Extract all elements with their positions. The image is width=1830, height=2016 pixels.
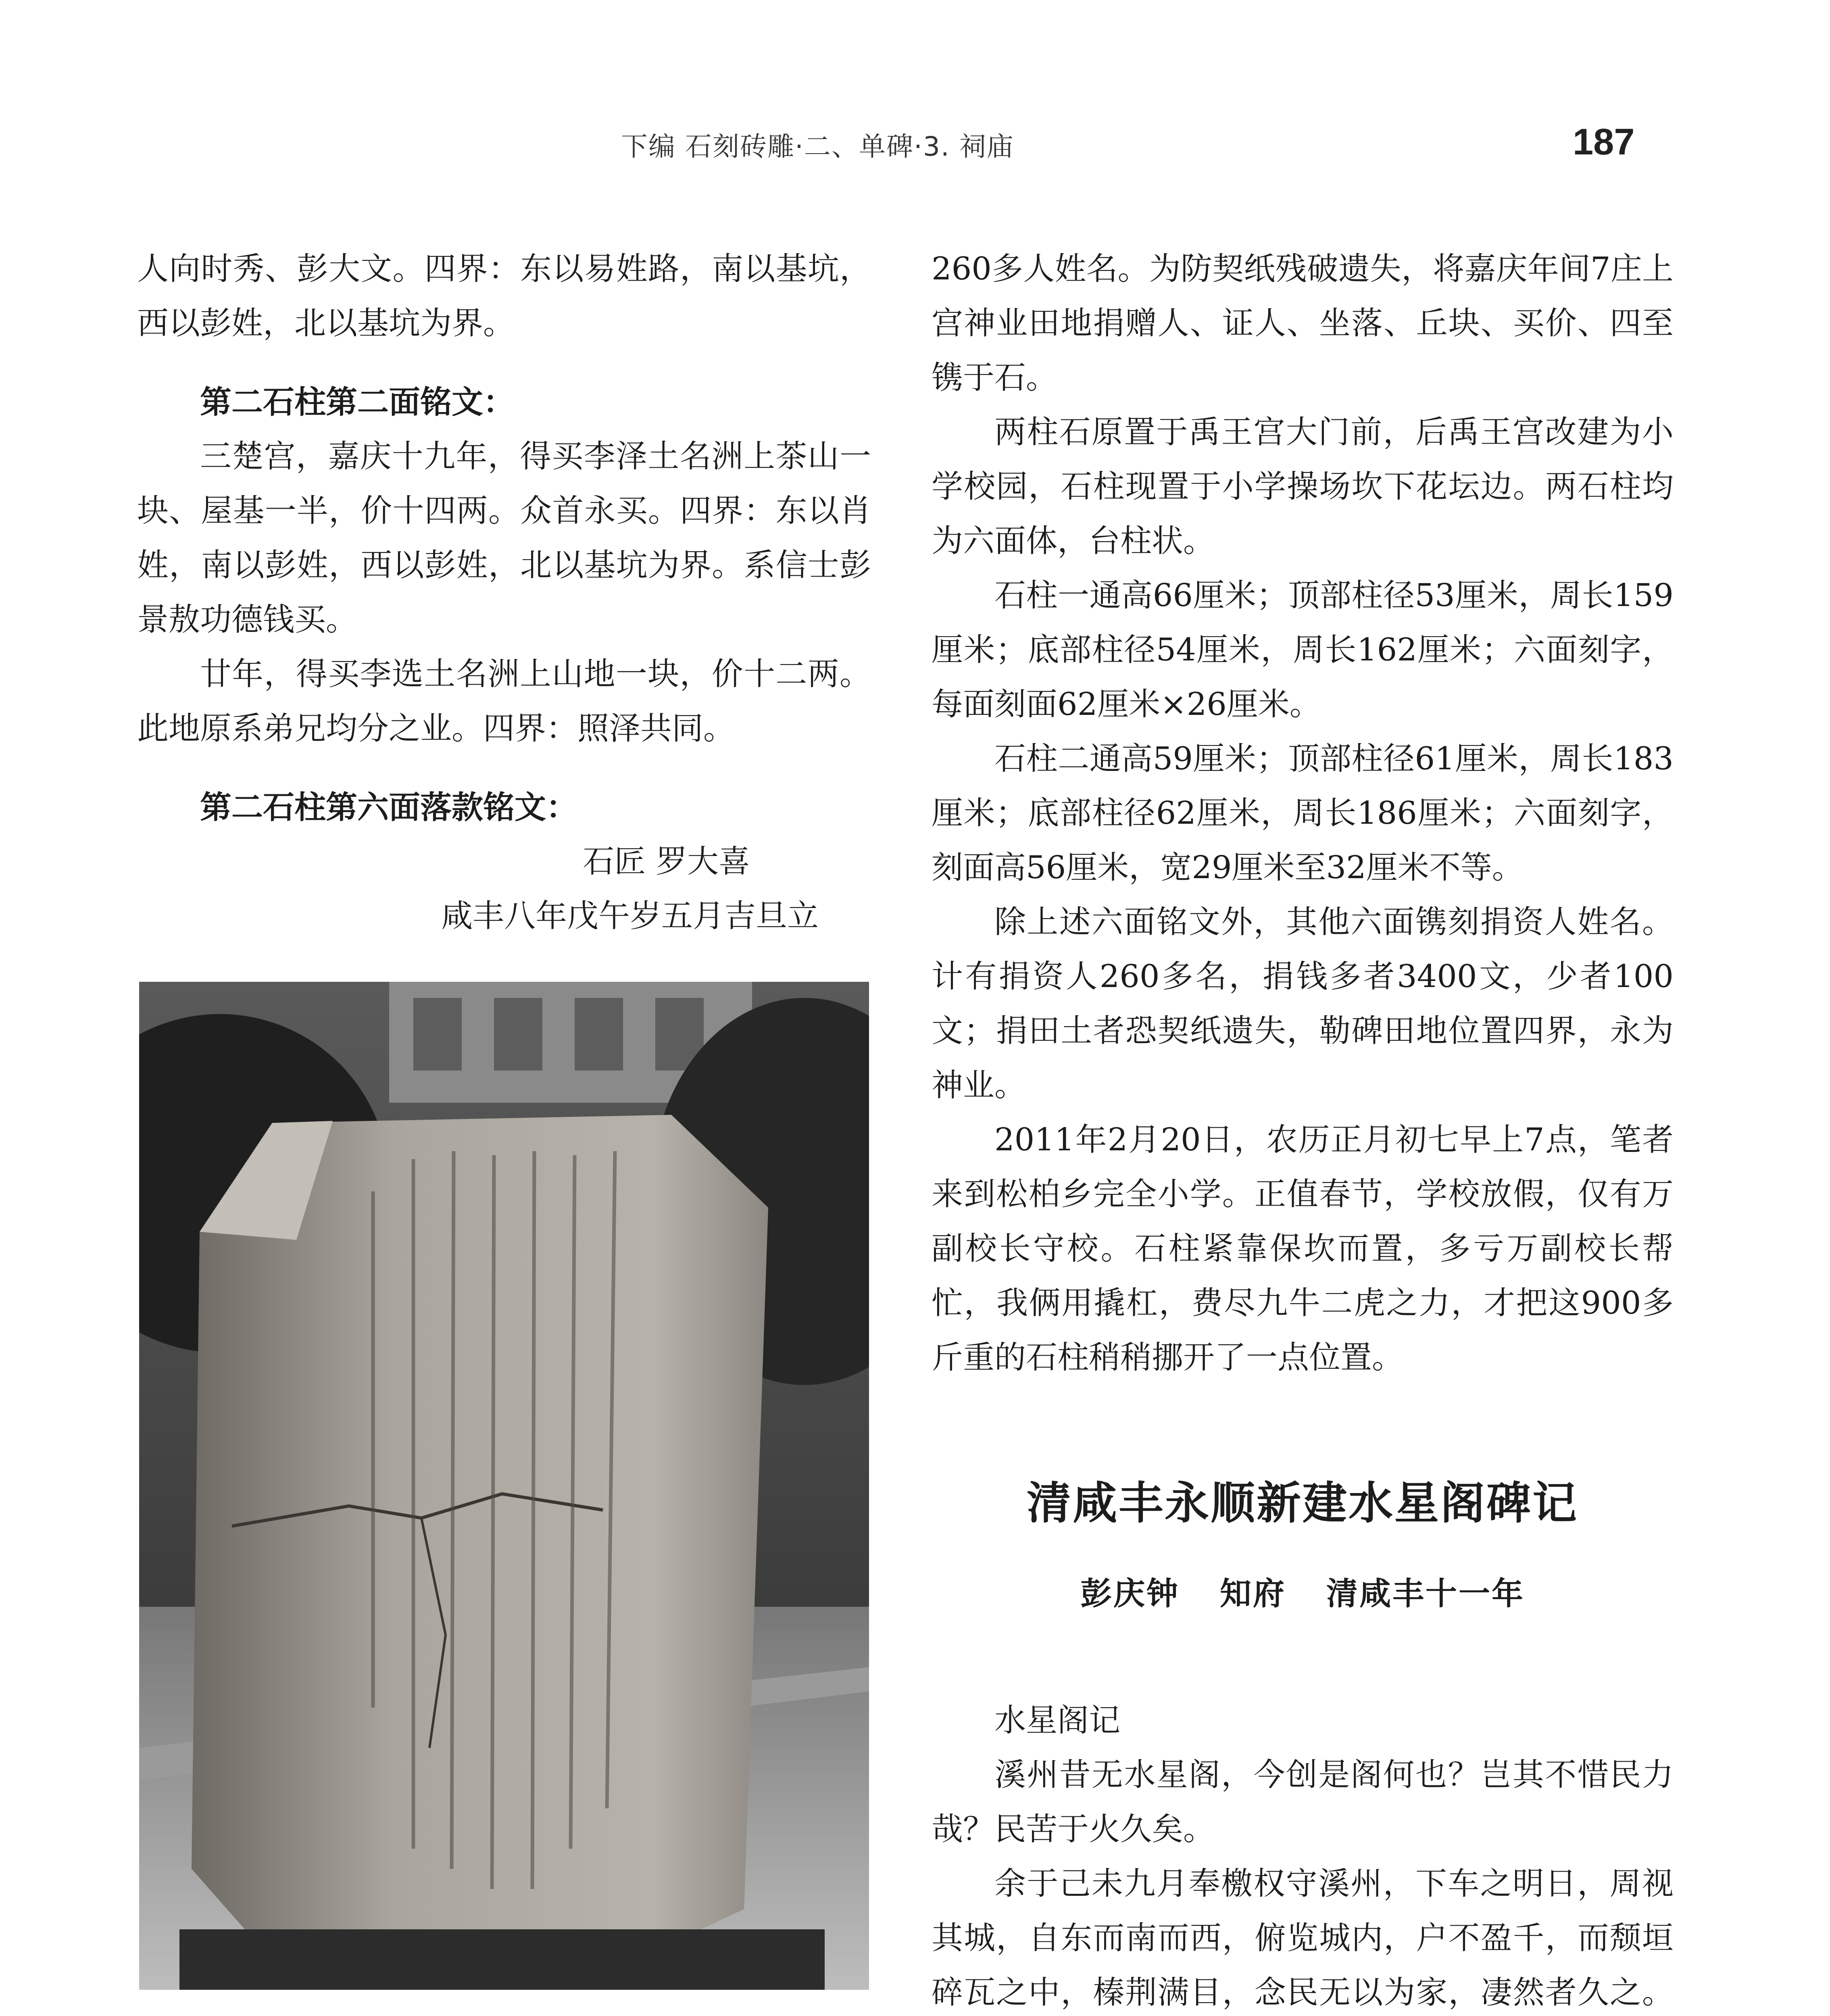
paragraph: 三楚宫，嘉庆十九年，得买李泽土名洲上茶山一块、屋基一半，价十四两。众首永买。四界：东以肖姓，南以彭姓，西以彭姓，北以基坑为界。系信士彭景敖功德钱买。 xyxy=(137,438,871,638)
stele-photo-image xyxy=(139,982,869,1990)
author-name: 彭庆钟 xyxy=(1080,1575,1180,1612)
right-column-bottom xyxy=(932,1693,1674,2016)
author-era: 清咸丰十一年 xyxy=(1326,1575,1525,1612)
paragraph: 廿年，得买李选土名洲上山地一块，价十二两。此地原系弟兄均分之业。四界：照泽共同。 xyxy=(137,656,871,747)
paragraph: 余于己未九月奉檄权守溪州，下车之明日，周视其城，自东而南而西，俯览城内，户不盈千，而颓垣碎瓦之中，榛荆满目，念民无以为家，凄然者久之。 xyxy=(932,1866,1674,2011)
page-number: 187 xyxy=(1573,121,1635,162)
paragraph: 人向时秀、彭大文。四界：东以易姓路，南以基坑，西以彭姓，北以基坑为界。 xyxy=(137,251,871,342)
running-header: 下编 石刻砖雕·二、单碑·3. 祠庙 xyxy=(621,131,1014,162)
signature-date: 咸丰八年戊午岁五月吉旦立 xyxy=(441,898,819,934)
text-title: 水星阁记 xyxy=(994,1702,1121,1739)
signature-mason: 石匠 罗大喜 xyxy=(583,843,750,880)
paragraph: 两柱石原置于禹王宫大门前，后禹王宫改建为小学校园，石柱现置于小学操场坎下花坛边。两石柱均为六面体，台柱状。 xyxy=(932,414,1674,559)
author-line xyxy=(932,1568,1674,1614)
stele-photo xyxy=(139,982,869,1990)
paragraph: 2011年2月20日，农历正月初七早上7点，笔者来到松柏乡完全小学。正值春节，学校放假，仅有万副校长守校。石柱紧靠保坎而置，多亏万副校长帮忙，我俩用撬杠，费尽九牛二虎之力，才把这900多斤重的石柱稍稍挪开了一点位置。 xyxy=(932,1122,1674,1376)
author-role: 知府 xyxy=(1219,1575,1286,1612)
right-column-top xyxy=(932,242,1674,1385)
paragraph: 除上述六面铭文外，其他六面镌刻捐资人姓名。计有捐资人260多名，捐钱多者3400文，少者100文；捐田土者恐契纸遗失，勒碑田地位置四界，永为神业。 xyxy=(932,904,1674,1104)
paragraph: 260多人姓名。为防契纸残破遗失，将嘉庆年间7庄上宫神业田地捐赠人、证人、坐落、丘块、买价、四至镌于石。 xyxy=(932,251,1674,396)
paragraph: 溪州昔无水星阁，今创是阁何也？岂其不惜民力哉？民苦于火久矣。 xyxy=(932,1757,1674,1847)
paragraph: 石柱一通高66厘米；顶部柱径53厘米，周长159厘米；底部柱径54厘米，周长162厘米；六面刻字，每面刻面62厘米×26厘米。 xyxy=(932,577,1674,723)
subheading: 第二石柱第二面铭文： xyxy=(200,384,515,421)
subheading: 第二石柱第六面落款铭文： xyxy=(200,789,578,826)
paragraph: 石柱二通高59厘米；顶部柱径61厘米，周长183厘米；底部柱径62厘米，周长186厘米；六面刻字，刻面高56厘米，宽29厘米至32厘米不等。 xyxy=(932,741,1674,886)
left-column-top xyxy=(137,242,871,943)
section-title: 清咸丰永顺新建水星阁碑记 xyxy=(1027,1477,1578,1529)
